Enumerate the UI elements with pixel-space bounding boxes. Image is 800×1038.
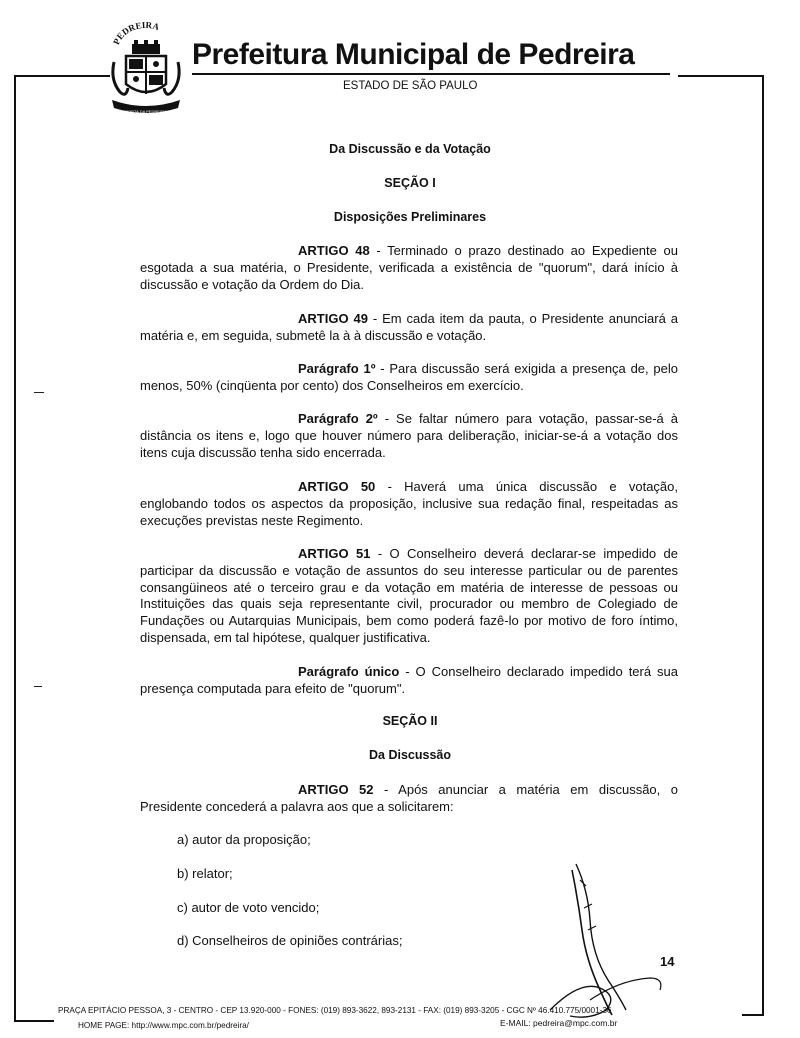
frame-top-right — [678, 75, 764, 77]
chapter-heading: Da Discussão e da Votação — [329, 142, 491, 156]
footer-address: PRAÇA EPITÁCIO PESSOA, 3 - CENTRO - CEP 13.920-000 - FONES: (019) 893-3622, 893-2131 - FAX: (019) 893-3205 - CGC Nº 46.410.775/0001-36 — [58, 1006, 612, 1015]
section-2-title: Da Discussão — [369, 748, 451, 762]
paragraph-2 — [140, 411, 678, 461]
frame-right — [762, 75, 764, 1015]
paragraph-unico — [140, 664, 678, 698]
paragraph-artigo-48 — [140, 243, 678, 293]
paragraph-artigo-50 — [140, 479, 678, 529]
header-subtitle: ESTADO DE SÃO PAULO — [343, 80, 478, 92]
paragraph-1 — [140, 361, 678, 395]
paragraph-artigo-51 — [140, 546, 678, 647]
footer-homepage-link[interactable]: HOME PAGE: http://www.mpc.com.br/pedreira/ — [78, 1021, 249, 1030]
footer-email-link[interactable]: E-MAIL: pedreira@mpc.com.br — [500, 1018, 618, 1028]
frame-bottom-left — [14, 1020, 54, 1022]
paragraph-text: - O Conselheiro declarado impedido terá sua presença computada para efeito de "quorum". — [140, 664, 679, 696]
paragraph-label: Parágrafo único — [298, 664, 400, 679]
paragraph-label: ARTIGO 48 — [298, 243, 370, 258]
signature-icon — [530, 860, 670, 1020]
page-number: 14 — [660, 954, 675, 969]
section-2-heading: SEÇÃO II — [382, 714, 438, 728]
section-1-title: Disposições Preliminares — [333, 210, 487, 224]
paragraph-label: ARTIGO 52 — [298, 782, 374, 797]
coat-of-arms-icon — [106, 22, 186, 120]
crest-motto: PORTA DA PEDREIRA — [125, 109, 167, 114]
list-item: d) Conselheiros de opiniões contrárias; — [177, 933, 403, 948]
paragraph-text: - Após anunciar a matéria em discussão, o Presidente concederá a palavra aos que a solicitarem: — [140, 782, 679, 814]
paragraph-artigo-52 — [140, 782, 678, 816]
paragraph-label: Parágrafo 1º — [298, 361, 376, 376]
paragraph-text: - Haverá uma única discussão e votação, englobando todos os aspectos da proposição, inclusive sua redação final, respeitadas as execuções previstas neste Regimento. — [140, 479, 678, 528]
page-title: Prefeitura Municipal de Pedreira — [192, 38, 635, 71]
list-item: b) relator; — [177, 866, 233, 881]
paragraph-label: ARTIGO 49 — [298, 311, 368, 326]
paragraph-label: ARTIGO 51 — [298, 546, 371, 561]
list-item: a) autor da proposição; — [177, 832, 311, 847]
paragraph-text: - Terminado o prazo destinado ao Expediente ou esgotada a sua matéria, o Presidente, verificada a existência de "quorum", dará início à discussão e votação da Ordem do Dia. — [140, 243, 679, 292]
scan-speck — [34, 686, 42, 687]
frame-top-left — [14, 75, 110, 77]
paragraph-label: Parágrafo 2º — [298, 411, 378, 426]
paragraph-text: - Para discussão será exigida a presença de, pelo menos, 50% (cinqüenta por cento) dos Conselheiros em exercício. — [140, 361, 679, 393]
paragraph-text: - Em cada item da pauta, o Presidente anunciará a matéria e, em seguida, submetê la à à discussão e votação. — [140, 311, 678, 343]
list-item: c) autor de voto vencido; — [177, 900, 320, 915]
paragraph-text: - Se faltar número para votação, passar-se-á à distância os itens e, logo que houver número para deliberação, iniciar-se-á a votação dos itens cuja discussão tenha sido encerrada. — [140, 411, 679, 460]
section-1-heading: SEÇÃO I — [384, 176, 436, 190]
frame-left — [14, 75, 16, 1021]
header-rule — [192, 73, 670, 75]
paragraph-text: - O Conselheiro deverá declarar-se impedido de participar da discussão e votação de assuntos do seu interesse particular ou de parentes consangüineos até o terceiro grau e da votação em matéria de interesse de pessoas ou Instituições das quais seja representante civil, procurador ou membro de Colegiado de Fundações ou Autarquias Municipais, bem como poderá fazê-lo por motivo de foro íntimo, dispensada, em tal hipótese, qualquer justificativa. — [140, 546, 679, 645]
paragraph-label: ARTIGO 50 — [298, 479, 376, 494]
frame-bottom-right — [742, 1014, 764, 1016]
svg-text:PEDREIRA: PEDREIRA — [111, 22, 161, 47]
scan-speck — [34, 392, 44, 393]
paragraph-artigo-49 — [140, 311, 678, 345]
